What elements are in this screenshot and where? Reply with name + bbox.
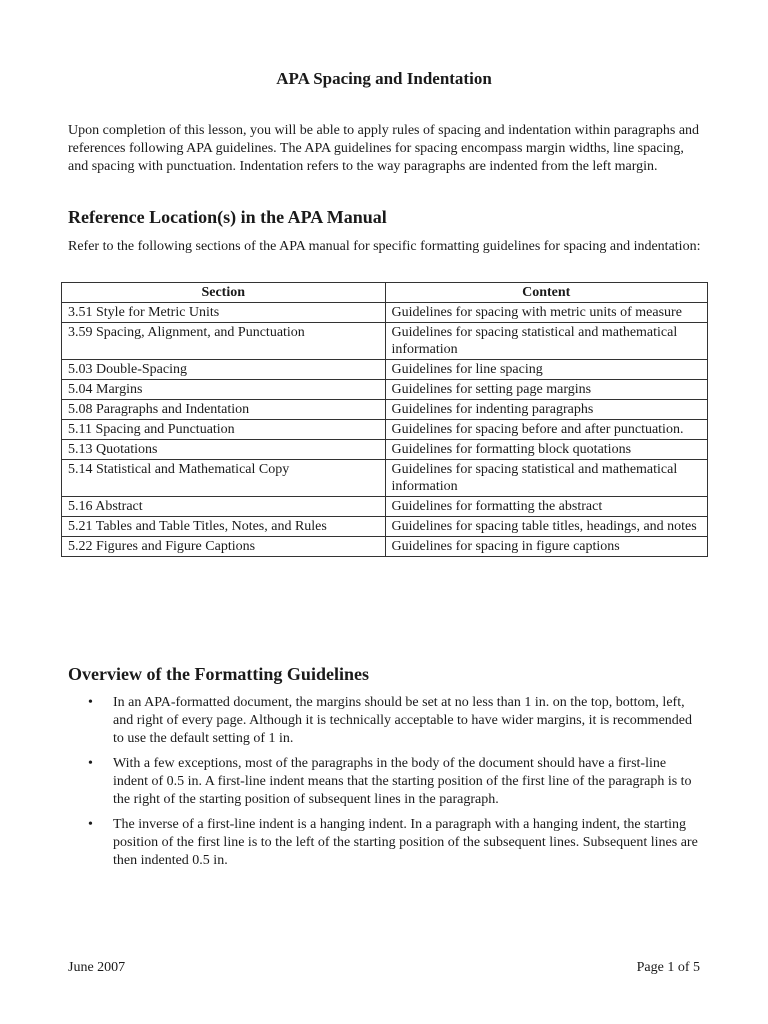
sections-table [61, 282, 708, 557]
reference-heading: Reference Location(s) in the APA Manual [68, 207, 387, 227]
content-cell: Guidelines for spacing before and after punctuation. [385, 420, 708, 440]
table-row [62, 440, 708, 460]
overview-heading: Overview of the Formatting Guidelines [68, 664, 369, 684]
table-row [62, 380, 708, 400]
section-cell: 5.11 Spacing and Punctuation [62, 420, 386, 440]
section-cell: 5.08 Paragraphs and Indentation [62, 400, 386, 420]
list-item [68, 694, 698, 748]
header-section: Section [62, 283, 386, 303]
list-item-text: The inverse of a first-line indent is a hanging indent. In a paragraph with a hanging indent, the starting position of the first line is to the left of the starting position of the subsequent lines. Subsequent lines are then indented 0.5 in. [113, 817, 698, 868]
section-cell: 5.22 Figures and Figure Captions [62, 537, 386, 557]
content-cell: Guidelines for line spacing [385, 360, 708, 380]
section-cell: 5.21 Tables and Table Titles, Notes, and Rules [62, 517, 386, 537]
list-item [68, 816, 698, 870]
list-item-text: With a few exceptions, most of the paragraphs in the body of the document should have a first-line indent of 0.5 in. A first-line indent means that the starting position of the first line of the paragraph is to the right of the starting position of subsequent lines in the paragraph. [113, 756, 692, 807]
table-row [62, 537, 708, 557]
content-cell: Guidelines for spacing in figure captions [385, 537, 708, 557]
section-cell: 3.51 Style for Metric Units [62, 303, 386, 323]
reference-intro: Refer to the following sections of the APA manual for specific formatting guidelines for spacing and indentation: [68, 239, 701, 254]
footer-page-number: Page 1 of 5 [636, 960, 700, 975]
section-cell: 5.14 Statistical and Mathematical Copy [62, 460, 386, 497]
table-body [62, 303, 708, 557]
header-content: Content [385, 283, 708, 303]
list-item [68, 755, 698, 809]
table-row [62, 517, 708, 537]
bullet-icon: • [88, 695, 93, 710]
content-cell: Guidelines for spacing with metric units of measure [385, 303, 708, 323]
section-cell: 5.04 Margins [62, 380, 386, 400]
content-cell: Guidelines for spacing statistical and mathematical information [385, 323, 708, 360]
intro-paragraph: Upon completion of this lesson, you will be able to apply rules of spacing and indentation within paragraphs and references following APA guidelines. The APA guidelines for spacing encompass margin widths, line spacing, and spacing with punctuation. Indentation refers to the way paragraphs are indented from the left margin. [68, 123, 700, 174]
section-cell: 3.59 Spacing, Alignment, and Punctuation [62, 323, 386, 360]
list-item-text: In an APA-formatted document, the margins should be set at no less than 1 in. on the top, bottom, left, and right of every page. Although it is technically acceptable to have wider margins, it is recommended to use the default setting of 1 in. [113, 695, 693, 746]
table-row [62, 420, 708, 440]
bullet-icon: • [88, 756, 93, 771]
content-cell: Guidelines for formatting the abstract [385, 497, 708, 517]
table-row [62, 323, 708, 360]
document-title: APA Spacing and Indentation [276, 69, 492, 88]
content-cell: Guidelines for setting page margins [385, 380, 708, 400]
table-row [62, 303, 708, 323]
bullet-icon: • [88, 817, 93, 832]
section-cell: 5.16 Abstract [62, 497, 386, 517]
table-row [62, 360, 708, 380]
content-cell: Guidelines for formatting block quotations [385, 440, 708, 460]
footer-date: June 2007 [68, 960, 126, 975]
table-row [62, 497, 708, 517]
guidelines-list [68, 694, 698, 877]
content-cell: Guidelines for spacing table titles, headings, and notes [385, 517, 708, 537]
table-header-row [62, 283, 708, 303]
table-row [62, 460, 708, 497]
table-row [62, 400, 708, 420]
content-cell: Guidelines for spacing statistical and mathematical information [385, 460, 708, 497]
section-cell: 5.03 Double-Spacing [62, 360, 386, 380]
section-cell: 5.13 Quotations [62, 440, 386, 460]
content-cell: Guidelines for indenting paragraphs [385, 400, 708, 420]
